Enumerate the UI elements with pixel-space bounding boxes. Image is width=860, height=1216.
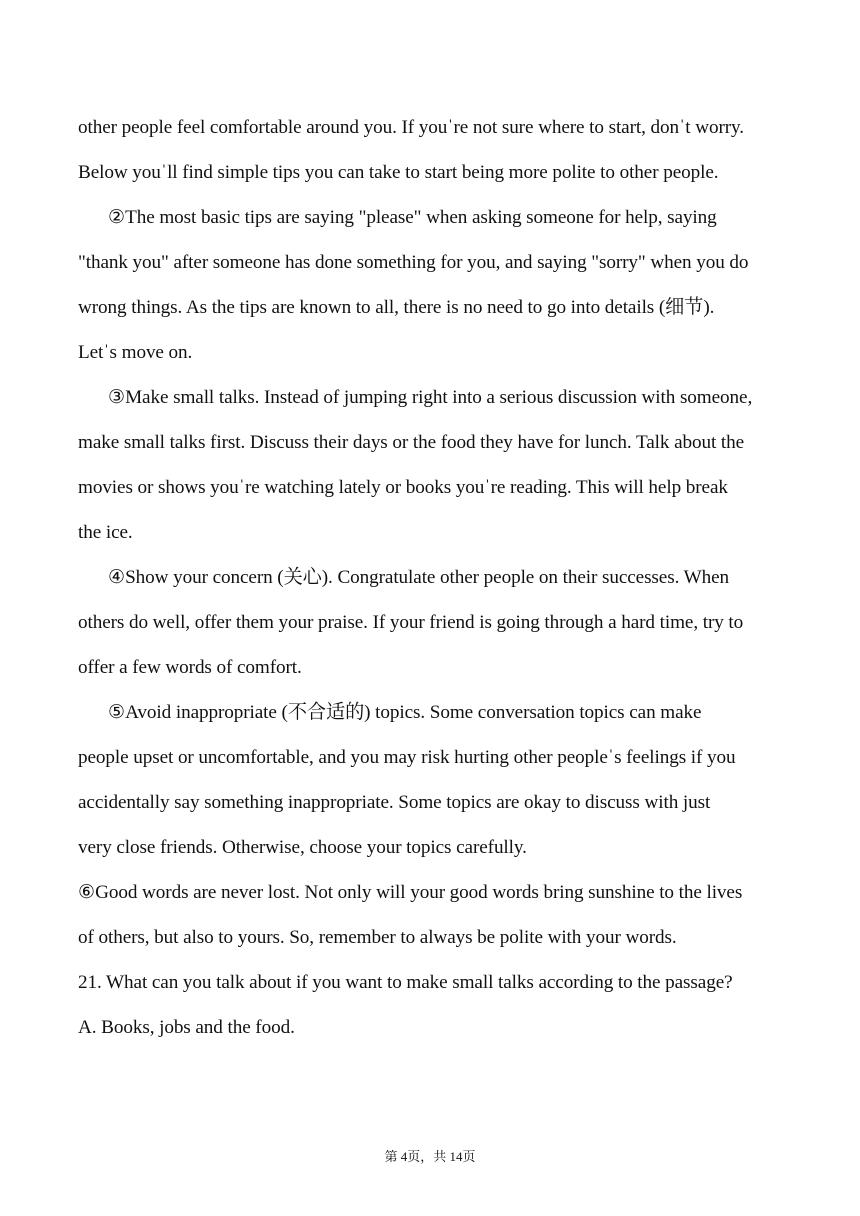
page-number-footer: 第 4页，共 14页 <box>384 1149 476 1164</box>
paragraph-2-start: ②The most basic tips are saying "please" when asking someone for help, saying <box>108 207 717 228</box>
text-line: of others, but also to yours. So, remember to always be polite with your words. <box>78 927 677 948</box>
paragraph-4-start: ④Show your concern (关心). Congratulate other people on their successes. When <box>108 567 730 588</box>
text-line: "thank you" after someone has done something for you, and saying "sorry" when you do <box>78 252 749 273</box>
text-line: accidentally say something inappropriate. Some topics are okay to discuss with just <box>78 792 711 813</box>
text-line: movies or shows youˈre watching lately or books youˈre reading. This will help break <box>78 477 728 498</box>
text-line: make small talks first. Discuss their days or the food they have for lunch. Talk about the <box>78 432 745 453</box>
answer-option-a: A. Books, jobs and the food. <box>78 1017 295 1038</box>
text-line: people upset or uncomfortable, and you may risk hurting other peopleˈs feelings if you <box>78 747 736 768</box>
text-line: very close friends. Otherwise, choose your topics carefully. <box>78 837 527 858</box>
passage-body <box>78 105 790 1050</box>
text-line: others do well, offer them your praise. If your friend is going through a hard time, try to <box>78 612 744 633</box>
text-line: offer a few words of comfort. <box>78 657 302 678</box>
text-line: wrong things. As the tips are known to all, there is no need to go into details (细节). <box>78 297 715 318</box>
text-line: Letˈs move on. <box>78 342 193 363</box>
paragraph-3-start: ③Make small talks. Instead of jumping right into a serious discussion with someone, <box>108 387 753 408</box>
question-21: 21. What can you talk about if you want to make small talks according to the passage? <box>78 972 733 993</box>
paragraph-5-start: ⑤Avoid inappropriate (不合适的) topics. Some conversation topics can make <box>108 702 702 723</box>
text-line: the ice. <box>78 522 133 543</box>
paragraph-6-start: ⑥Good words are never lost. Not only will your good words bring sunshine to the lives <box>78 882 743 903</box>
text-line: Below youˈll find simple tips you can take to start being more polite to other people. <box>78 162 719 183</box>
text-line: other people feel comfortable around you. If youˈre not sure where to start, donˈt worry. <box>78 117 744 138</box>
